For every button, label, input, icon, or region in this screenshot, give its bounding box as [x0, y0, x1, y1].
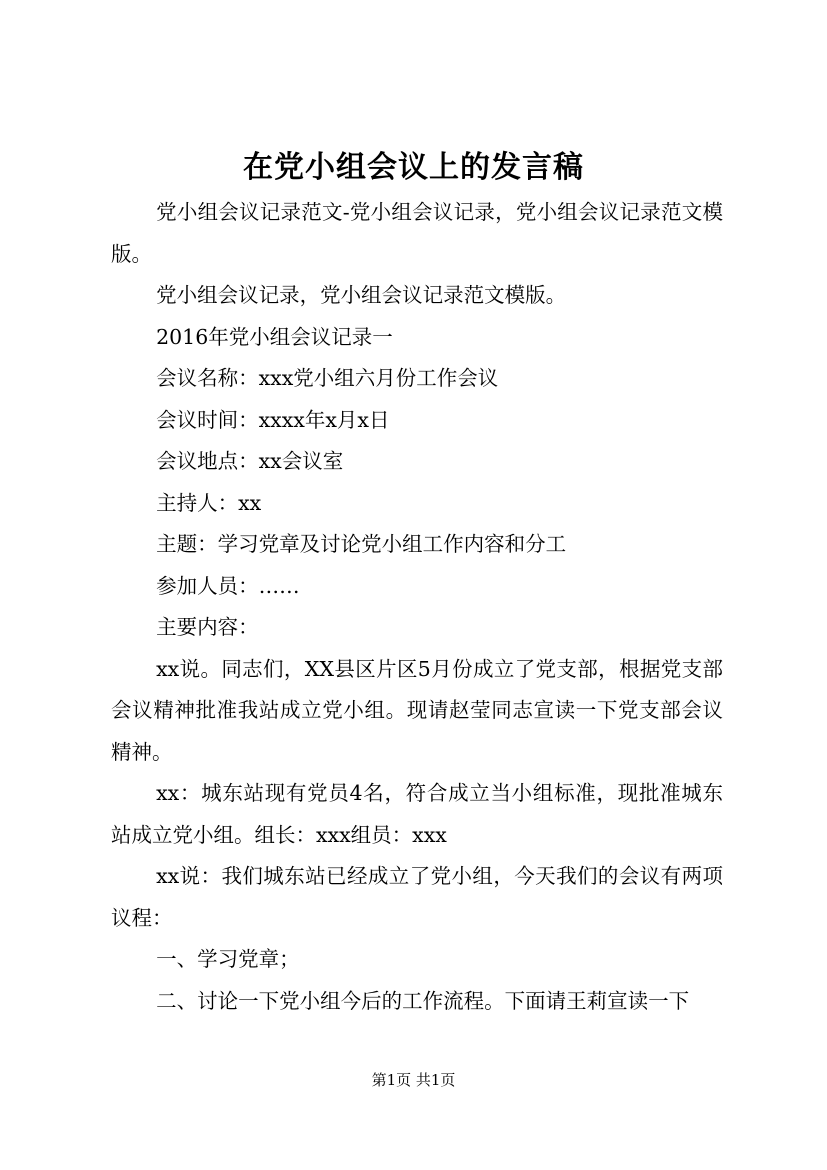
paragraph: 主持人：xx — [156, 490, 262, 515]
paragraph: 会议名称：xxx党小组六月份工作会议 — [156, 366, 499, 390]
paragraph: 2016年党小组会议记录一 — [156, 324, 393, 349]
paragraph: 主题：学习党章及讨论党小组工作内容和分工 — [156, 532, 567, 556]
paragraph: 一、学习党章； — [156, 947, 300, 971]
paragraph: xx说。同志们，XX县区片区5月份成立了党支部，根据党支部会议精神批准我站成立党小组。现请赵莹同志宣读一下党支部会议精神。 — [111, 656, 723, 764]
page-footer: 第1页 共1页 — [371, 1071, 456, 1089]
document-title: 在党小组会议上的发言稿 — [243, 150, 584, 185]
paragraph: 会议地点：xx会议室 — [156, 449, 344, 473]
paragraph: 主要内容： — [156, 615, 259, 639]
paragraph: xx说：我们城东站已经成立了党小组，今天我们的会议有两项议程： — [111, 864, 723, 930]
paragraph: 二、讨论一下党小组今后的工作流程。下面请王莉宣读一下 — [156, 988, 690, 1013]
document-body — [111, 192, 723, 1022]
paragraph: 党小组会议记录范文-党小组会议记录，党小组会议记录范文模版。 — [111, 200, 723, 266]
paragraph: 党小组会议记录，党小组会议记录范文模版。 — [156, 283, 567, 307]
paragraph: xx：城东站现有党员4名，符合成立当小组标准，现批准城东站成立党小组。组长：xxx组员：xxx — [111, 781, 723, 847]
paragraph: 会议时间：xxxx年x月x日 — [156, 407, 390, 432]
paragraph: 参加人员：…… — [156, 573, 300, 598]
